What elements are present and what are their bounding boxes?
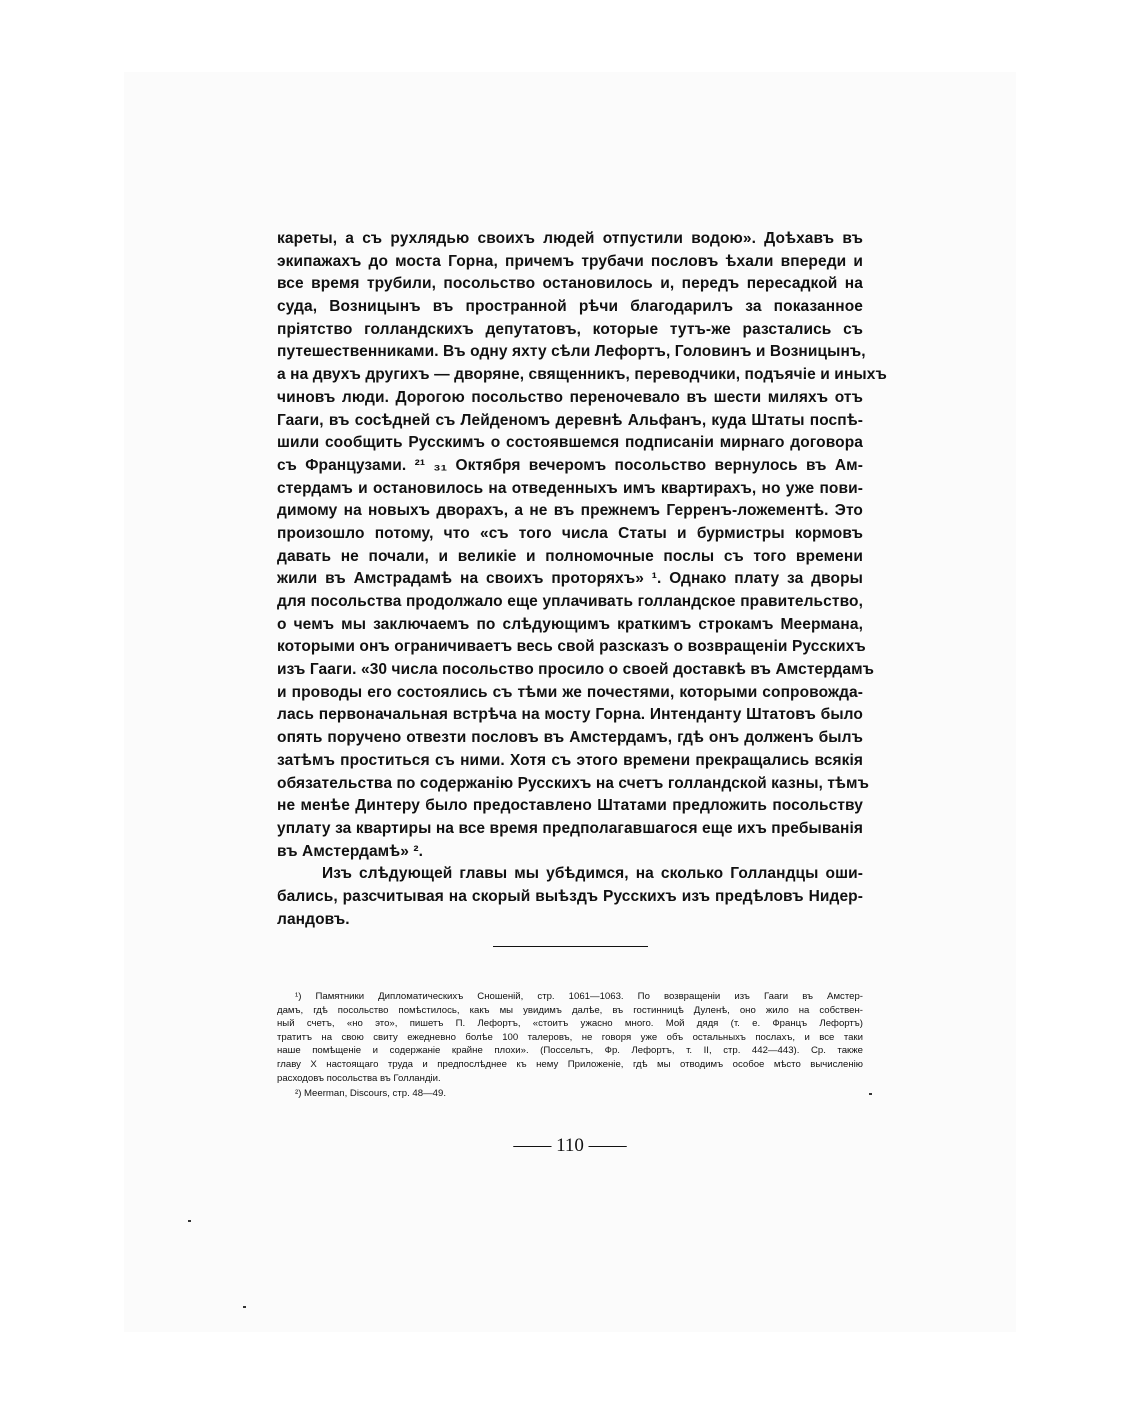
text-line: произошло потому, что «съ того числа Статы и бурмистры кормовъ <box>277 524 863 542</box>
text-line: лась первоначальная встрѣча на мосту Горна. Интенданту Штатовъ было <box>277 706 863 724</box>
footnote-line: тратитъ на свою свиту ежедневно болѣе 100 талеровъ, не говоря уже объ остальныхъ послахъ, и все таки <box>277 1031 863 1043</box>
page-number: —— 110 —— <box>513 1135 627 1156</box>
text-line: не менѣе Динтеру было предоставлено Штатами предложить посольству <box>277 797 863 815</box>
text-line: уплату за квартиры на все время предполагавшагося еще ихъ пребыванія <box>277 819 863 837</box>
text-line: бались, разсчитывая на скорый выѣздъ Русскихъ изъ предѣловъ Нидер- <box>277 887 863 905</box>
text-line: ландовъ. <box>277 910 350 928</box>
footnote-line: расходовъ посольства въ Голландіи. <box>277 1072 441 1084</box>
text-line: о чемъ мы заключаемъ по слѣдующимъ краткимъ строкамъ Меермана, <box>277 615 863 633</box>
text-line: шили сообщить Русскимъ о состоявшемся подписаніи мирнаго договора <box>277 434 863 452</box>
scan-speck <box>188 1220 191 1222</box>
text-line: все время трубили, посольство остановилось и, передъ пересадкой на <box>277 275 863 293</box>
text-line: Гааги, въ сосѣдней съ Лейденомъ деревнѣ Альфанъ, куда Штаты поспѣ- <box>277 411 863 429</box>
text-line: суда, Возницынъ въ пространной рѣчи благодарилъ за показанное <box>277 298 863 316</box>
text-line: кареты, а съ рухлядью своихъ людей отпустили водою». Доѣхавъ въ <box>277 230 863 247</box>
text-line: жили въ Амстрадамѣ на своихъ проторяхъ» ¹. Однако плату за дворы <box>277 570 863 588</box>
text-line: экипажахъ до моста Горна, причемъ трубачи пословъ ѣхали впереди и <box>277 252 863 270</box>
footnote-line: наше помѣщеніе и содержаніе крайне плохи». (Поссельтъ, Фр. Лефортъ, т. II, стр. 442—443). Ср. также <box>277 1045 863 1057</box>
text-line: путешественниками. Въ одну яхту сѣли Лефортъ, Головинъ и Возницынъ, <box>277 343 866 361</box>
footnotes <box>277 990 863 1101</box>
body-text <box>277 228 887 931</box>
footnote-line: дамъ, гдѣ посольство помѣстилось, какъ мы увидимъ далѣе, въ гостинницѣ Дуленѣ, оно жило на собствен- <box>277 1004 863 1016</box>
text-line: димому на новыхъ дворахъ, а не въ прежнемъ Герренъ-ложементѣ. Это <box>277 502 863 520</box>
text-line: въ Амстердамѣ» ². <box>277 842 424 860</box>
text-line: и проводы его состоялись съ тѣми же почестями, которыми сопровожда- <box>277 683 863 701</box>
text-line: а на двухъ другихъ — дворяне, священникъ, переводчики, подъячіе и иныхъ <box>277 366 887 384</box>
text-line: чиновъ люди. Дорогою посольство переночевало въ шести миляхъ отъ <box>277 388 863 406</box>
text-line: стердамъ и остановилось на отведенныхъ имъ квартирахъ, но уже пови- <box>277 479 863 497</box>
text-line: опять поручено отвезти пословъ въ Амстердамъ, гдѣ онъ долженъ былъ <box>277 729 863 747</box>
text-line: обязательства по содержанію Русскихъ на счетъ голландской казны, тѣмъ <box>277 774 870 792</box>
paragraph-start-line: Изъ слѣдующей главы мы убѣдимся, на сколько Голландцы оши- <box>322 865 863 883</box>
text-line: съ Французами. ²¹ ₃₁ Октября вечеромъ посольство вернулось въ Ам- <box>277 456 863 474</box>
scan-speck <box>243 1306 246 1308</box>
footnote-separator-rule <box>493 946 648 947</box>
text-line: изъ Гааги. «30 числа посольство просило о своей доставкѣ въ Амстердамъ <box>277 661 875 679</box>
text-line: пріятство голландскихъ депутатовъ, которые тутъ-же разстались съ <box>277 320 863 338</box>
text-line: затѣмъ проститься съ ними. Хотя съ этого времени прекращались всякія <box>277 751 863 769</box>
text-line: которыми онъ ограничиваетъ весь свой разсказъ о возвращеніи Русскихъ <box>277 638 866 656</box>
footnote-line: ²) Meerman, Discours, стр. 48—49. <box>295 1088 447 1100</box>
footnote-line: ¹) Памятники Дипломатическихъ Сношеній, стр. 1061—1063. По возвращеніи изъ Гааги въ Амстер- <box>295 991 863 1002</box>
text-line: для посольства продолжало еще уплачивать голландское правительство, <box>277 593 863 610</box>
scan-speck <box>869 1093 872 1095</box>
text-line: давать не почали, и великіе и полномочные послы съ того времени <box>277 547 863 565</box>
footnote-line: главу X настоящаго труда и предпослѣднее къ нему Приложеніе, гдѣ мы отводимъ особое мѣсто вычисленію <box>277 1058 863 1070</box>
footnote-line: ный счетъ, «но это», пишетъ П. Лефортъ, «стоитъ ужасно много. Мой дядя (т. е. Францъ Лефортъ) <box>277 1018 863 1030</box>
